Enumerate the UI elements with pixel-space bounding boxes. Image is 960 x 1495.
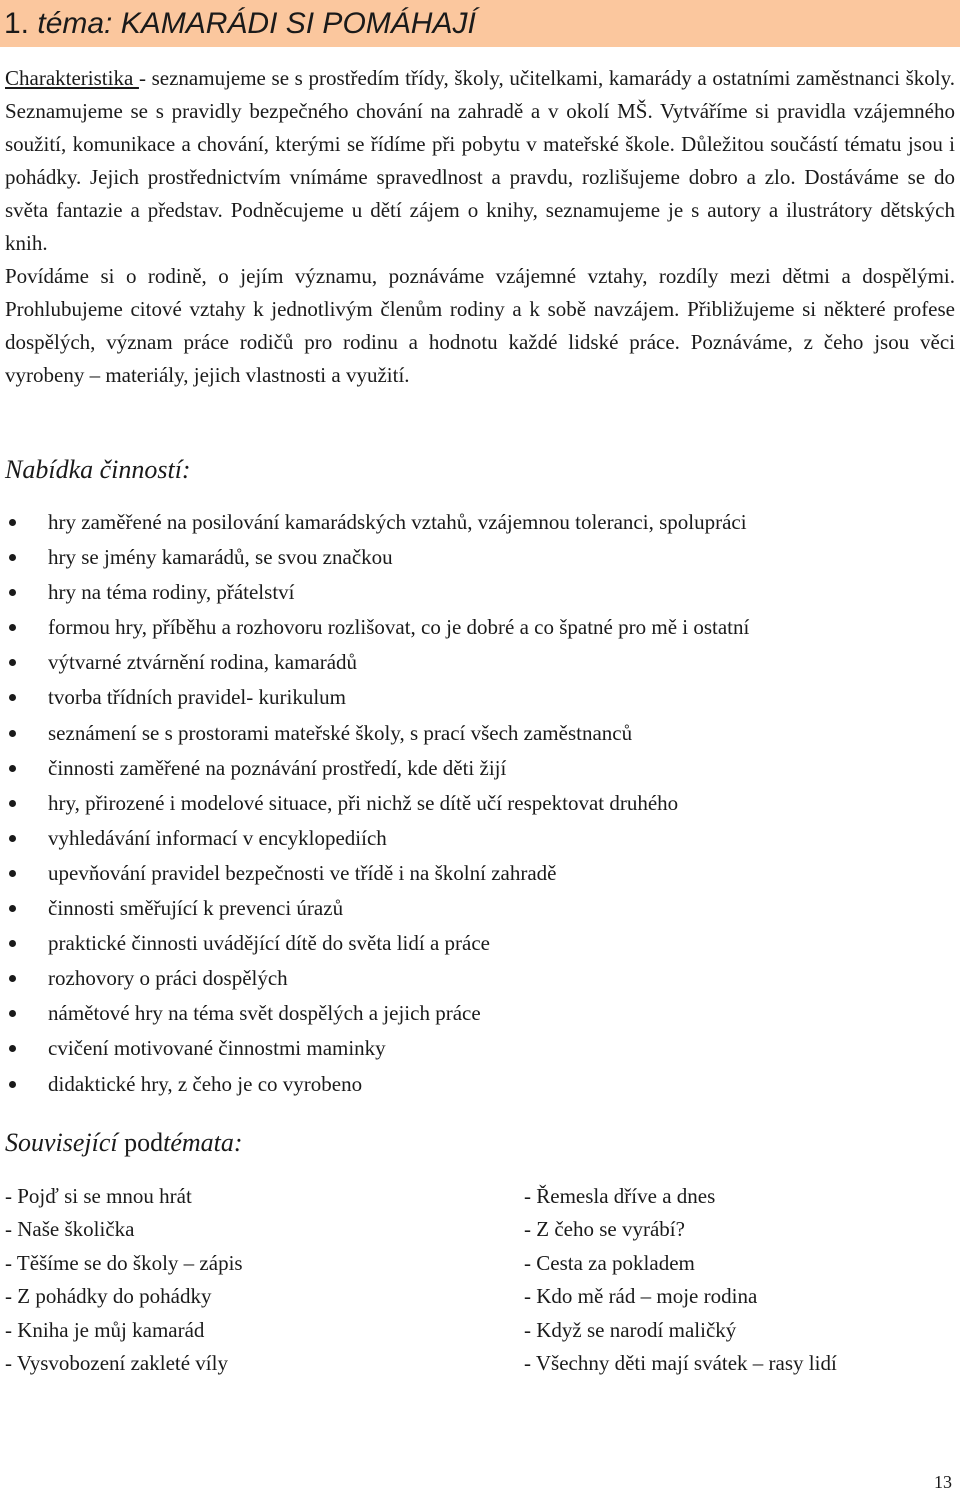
list-item-text: činnosti směřující k prevenci úrazů: [48, 896, 344, 921]
bullet-icon: [9, 624, 16, 631]
list-item-text: činnosti zaměřené na poznávání prostředí, kde děti žijí: [48, 755, 507, 780]
list-item: [0, 926, 960, 961]
page-title-bar: [0, 0, 960, 47]
subtopic-item: - Všechny děti mají svátek – rasy lidí: [524, 1350, 837, 1375]
intro-section: [5, 62, 955, 392]
list-item: [0, 996, 960, 1031]
list-item-text: praktické činnosti uvádějící dítě do světa lidí a práce: [48, 931, 491, 956]
bullet-icon: [9, 835, 16, 842]
subtopic-item: - Z čeho se vyrábí?: [524, 1217, 685, 1242]
list-item-text: hry na téma rodiny, přátelství: [48, 580, 295, 605]
list-item: [0, 680, 960, 715]
bullet-icon: [9, 519, 16, 526]
bullet-icon: [9, 940, 16, 947]
subtopics-heading-part3: témata:: [163, 1128, 243, 1157]
subtopic-item: - Kdo mě rád – moje rodina: [524, 1284, 758, 1309]
list-item-text: hry zaměřené na posilování kamarádských vztahů, vzájemnou toleranci, spolupráci: [48, 510, 747, 534]
intro-label: Charakteristika: [5, 66, 139, 90]
list-item: [0, 716, 960, 751]
bullet-icon: [9, 975, 16, 982]
list-item: [0, 1031, 960, 1066]
list-item: [0, 505, 960, 540]
subtopics-heading: [5, 1128, 243, 1158]
list-item-text: tvorba třídních pravidel- kurikulum: [48, 685, 347, 710]
intro-paragraph-2: Povídáme si o rodině, o jejím významu, poznáváme vzájemné vztahy, rozdíly mezi dětmi a dospělými. Prohlubujeme citové vztahy k jednotlivým členům rodiny a k sobě navzájem. Přibližujeme si některé profese dospělých, význam práce rodičů pro rodinu a hodnotu každé lidské práce. Poznáváme, z čeho jsou věci vyrobeny – materiály, jejich vlastnosti a využití.: [5, 264, 955, 387]
bullet-icon: [9, 1045, 16, 1052]
list-item-text: didaktické hry, z čeho je co vyrobeno: [48, 1071, 363, 1096]
bullet-icon: [9, 554, 16, 561]
list-item: [0, 786, 960, 821]
list-item: [0, 961, 960, 996]
intro-paragraph-1: [5, 62, 955, 260]
subtopic-item: - Z pohádky do pohádky: [5, 1284, 212, 1309]
list-item-text: cvičení motivované činnostmi maminky: [48, 1036, 386, 1061]
subtopic-item: - Vysvobození zakleté víly: [5, 1350, 228, 1375]
list-item-text: vyhledávání informací v encyklopediích: [48, 825, 387, 850]
subtopic-item: - Když se narodí maličký: [524, 1317, 737, 1342]
list-item-text: výtvarné ztvárnění rodina, kamarádů: [48, 650, 358, 675]
intro-text: - seznamujeme se s prostředím třídy, školy, učitelkami, kamarády a ostatními zaměstnanci školy. Seznamujeme se s pravidly bezpečného chování na zahradě a v okolí MŠ. Vytváříme si pravidla vzájemného soužití, komunikace a chování, kterými se řídíme při pobytu v mateřské škole. Důležitou součástí tématu jsou i pohádky. Jejich prostřednictvím vnímáme spravedlnost a pravdu, rozlišujeme dobro a zlo. Dostáváme se do světa fantazie a představ. Podněcujeme u dětí zájem o knihy, seznamujeme je s autory a ilustrátory dětských knih.: [5, 66, 955, 255]
bullet-icon: [9, 730, 16, 737]
subtopics-heading-part1: Související: [5, 1128, 125, 1157]
bullet-icon: [9, 1081, 16, 1088]
bullet-icon: [9, 589, 16, 596]
list-item: [0, 575, 960, 610]
list-item-text: hry, přirozené i modelové situace, při nichž se dítě učí respektovat druhého: [48, 790, 679, 815]
subtopic-item: - Naše školička: [5, 1217, 135, 1242]
page-title: téma: KAMARÁDI SI POMÁHAJÍ: [37, 7, 476, 40]
bullet-icon: [9, 694, 16, 701]
bullet-icon: [9, 905, 16, 912]
activities-list: [0, 505, 960, 1102]
list-item: [0, 610, 960, 645]
subtopic-item: - Kniha je můj kamarád: [5, 1317, 205, 1342]
list-item-text: formou hry, příběhu a rozhovoru rozlišovat, co je dobré a co špatné pro mě i ostatní: [48, 615, 750, 640]
subtopics-heading-part2: pod: [124, 1128, 164, 1157]
list-item-text: seznámení se s prostorami mateřské školy, s prací všech zaměstnanců: [48, 720, 633, 745]
list-item-text: upevňování pravidel bezpečnosti ve třídě i na školní zahradě: [48, 860, 557, 885]
subtopic-item: - Cesta za pokladem: [524, 1250, 695, 1275]
list-item: [0, 751, 960, 786]
bullet-icon: [9, 1010, 16, 1017]
list-item: [0, 645, 960, 680]
subtopics-right-list: [524, 1180, 837, 1380]
subtopics-left-list: [5, 1180, 243, 1380]
list-item: [0, 821, 960, 856]
list-item: [0, 1067, 960, 1102]
list-item: [0, 540, 960, 575]
list-item-text: hry se jmény kamarádů, se svou značkou: [48, 545, 393, 570]
bullet-icon: [9, 800, 16, 807]
bullet-icon: [9, 659, 16, 666]
bullet-icon: [9, 870, 16, 877]
page-number: 13: [934, 1472, 952, 1492]
list-item-text: rozhovory o práci dospělých: [48, 966, 288, 991]
subtopic-item: - Řemesla dříve a dnes: [524, 1184, 716, 1208]
activities-heading: Nabídka činností:: [5, 455, 191, 484]
bullet-icon: [9, 765, 16, 772]
subtopic-item: - Těšíme se do školy – zápis: [5, 1250, 243, 1275]
list-item: [0, 856, 960, 891]
list-item-text: námětové hry na téma svět dospělých a jejich práce: [48, 1001, 481, 1026]
subtopic-item: - Pojď si se mnou hrát: [5, 1184, 192, 1208]
list-item: [0, 891, 960, 926]
title-number: 1.: [4, 7, 38, 40]
